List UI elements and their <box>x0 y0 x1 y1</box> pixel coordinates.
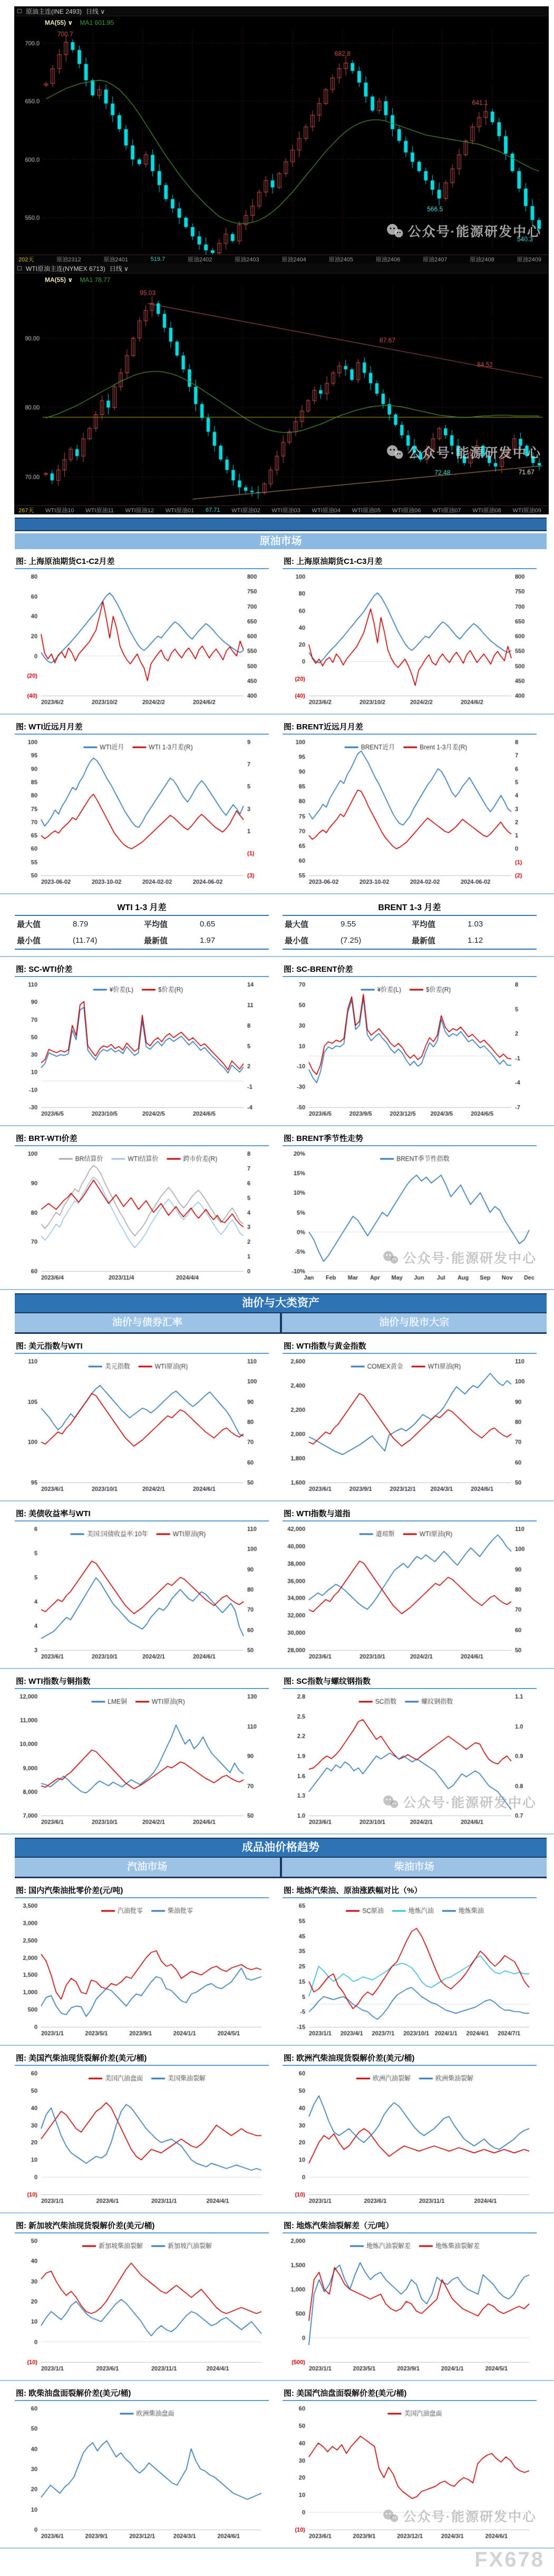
table-row <box>15 916 269 932</box>
terminal1-ma-label <box>45 19 114 26</box>
terminal1-contract-axis <box>14 255 549 264</box>
chart-row <box>0 1126 554 1290</box>
chart-row <box>0 2213 554 2381</box>
ma-value: MA1 78.77 <box>80 276 111 284</box>
chart-title: 图: 地炼汽柴油裂解差（元/吨） <box>283 2219 537 2233</box>
stat-value: 9.55 <box>341 920 356 929</box>
chart-title: 图: SC-BRENT价差 <box>283 962 537 977</box>
subsection-header: 油价与债券汇率 <box>112 1317 182 1328</box>
chart-canvas <box>15 979 269 1119</box>
chart-canvas <box>15 1356 269 1494</box>
chart-title: 图: 欧柴油盘面裂解价差(美元/桶) <box>15 2386 269 2401</box>
ma-setting-dropdown[interactable]: MA(55) ∨ <box>45 19 73 26</box>
chart-row <box>0 1334 554 1501</box>
chart-panel <box>15 1674 269 1827</box>
stats-table <box>15 901 269 950</box>
section-header: 成品油价格趋势 <box>15 1838 547 1858</box>
watermark-text: 公众号·能源研发中心 <box>403 1796 537 1810</box>
chart-title: 图: SC指数与螺纹钢指数 <box>283 1674 537 1689</box>
terminal2-titlebar <box>14 264 549 274</box>
chart-panel <box>15 554 269 707</box>
contract-axis-label: WTI原油01 <box>165 508 195 514</box>
table-row <box>15 932 269 949</box>
chart-title: 图: 欧洲汽柴油现货裂解价差(美元/桶) <box>283 2051 537 2066</box>
subsection-header-row <box>15 1313 547 1334</box>
chart-panel <box>15 1131 269 1283</box>
table-row <box>283 916 537 932</box>
subsection-header: 油价与股市大宗 <box>379 1317 450 1328</box>
chart-row <box>0 1501 554 1669</box>
chart-row <box>0 1878 554 2046</box>
contract-axis-label: WTI原油07 <box>432 508 461 514</box>
contract-axis-label: 原油2409 <box>517 257 541 263</box>
stats-table-title: BRENT 1-3 月差 <box>283 901 537 916</box>
terminal2-ma-label <box>45 276 110 284</box>
terminal1-title: 原油主连(INE 2493) <box>26 7 82 15</box>
contract-axis-label: 519.7 <box>150 256 166 262</box>
stat-label: 平均值 <box>143 920 168 929</box>
contract-axis-label: 原油2406 <box>375 257 401 263</box>
stat-label: 平均值 <box>411 920 435 929</box>
stats-table-title: WTI 1-3 月差 <box>15 901 269 916</box>
contract-axis-label: 67.71 <box>205 507 220 513</box>
watermark: 公众号·能源研发中心 <box>386 221 541 240</box>
chart-canvas <box>283 571 537 707</box>
brand-logo: FX678 <box>474 2548 545 2571</box>
section-header: 油价与大类资产 <box>15 1293 547 1313</box>
chart-panel <box>15 720 269 887</box>
stat-value: 0.65 <box>200 920 216 929</box>
watermark-text: 公众号·能源研发中心 <box>403 1251 537 1266</box>
chart-title: 图: WTI指数与道指 <box>283 1507 537 1521</box>
chart-title: 图: WTI指数与黄金指数 <box>283 1339 537 1354</box>
chart-canvas <box>283 1900 537 2038</box>
chart-title: 图: 上海原油期货C1-C2月差 <box>15 554 269 569</box>
chart-panel <box>283 2051 537 2206</box>
contract-axis-label: 原油2407 <box>423 257 448 263</box>
chart-row <box>0 2046 554 2213</box>
stat-label: 最大值 <box>17 920 41 929</box>
contract-axis-label: WTI原油09 <box>512 508 541 514</box>
stat-value: 8.79 <box>73 920 89 929</box>
contract-axis-label: 原油2405 <box>328 257 354 263</box>
stats-table-row <box>0 894 554 957</box>
chart-canvas <box>15 1900 269 2038</box>
chart-canvas <box>283 2403 537 2541</box>
chart-title: 图: 美国汽油盘面裂解价差(美元/桶) <box>283 2386 537 2401</box>
chart-canvas <box>15 1691 269 1827</box>
chart-canvas <box>283 737 537 887</box>
chart-panel <box>283 1884 537 2038</box>
contract-axis-label: WTI原油10 <box>45 508 74 514</box>
chart-canvas <box>283 2068 537 2206</box>
terminal-charts <box>14 6 549 514</box>
contract-axis-label: 原油2401 <box>103 257 128 263</box>
chart-panel <box>283 1507 537 1662</box>
chart-title: 图: WTI指数与铜指数 <box>15 1674 269 1689</box>
chart-canvas <box>15 2068 269 2206</box>
chart-canvas <box>283 2236 537 2374</box>
terminal2-contract-axis <box>14 505 549 514</box>
stat-value: 1.97 <box>198 932 269 949</box>
contract-axis-label: WTI原油06 <box>392 508 421 514</box>
contract-axis-label: 267天 <box>18 508 34 514</box>
stat-label: 最小值 <box>15 932 71 949</box>
chart-title: 图: 新加坡汽柴油现货裂解价差(美元/桶) <box>15 2219 269 2233</box>
chart-title: 图: BRENT近远月月差 <box>283 720 537 735</box>
contract-axis-label: 原油2312 <box>56 257 81 263</box>
chart-panel <box>283 1339 537 1494</box>
chart-title: 图: WTI近远月月差 <box>15 720 269 735</box>
subsection-header-row <box>15 1858 547 1878</box>
stat-value: 1.12 <box>465 932 537 949</box>
candlestick-canvas-ine <box>14 16 549 255</box>
terminal1-titlebar <box>14 6 549 16</box>
contract-axis-label: 202天 <box>18 257 34 263</box>
chart-canvas <box>283 1148 537 1283</box>
stat-label: 最大值 <box>285 920 309 929</box>
terminal2-period-dropdown[interactable]: 日线 ∨ <box>109 265 129 272</box>
chart-panel <box>283 2219 537 2374</box>
contract-axis-label: 原油2402 <box>187 257 212 263</box>
chart-canvas <box>283 979 537 1119</box>
chart-row <box>0 715 554 894</box>
stat-value: (11.74) <box>71 932 142 949</box>
stats-table <box>283 901 537 950</box>
watermark-text: 公众号·能源研发中心 <box>403 2510 537 2524</box>
chart-canvas <box>15 2403 269 2541</box>
subsection-header: 汽油市场 <box>127 1861 168 1872</box>
chart-panel <box>283 554 537 707</box>
chart-canvas <box>15 2236 269 2374</box>
chart-canvas <box>15 1148 269 1283</box>
terminal1-period-dropdown[interactable]: 日线 ∨ <box>86 7 105 15</box>
chart-canvas <box>283 1524 537 1662</box>
chart-row <box>0 2381 554 2549</box>
chart-canvas <box>283 1356 537 1494</box>
chart-canvas <box>283 1691 537 1827</box>
chart-panel <box>283 962 537 1119</box>
contract-axis-label: 原油2408 <box>470 257 494 263</box>
contract-axis-label: WTI原油03 <box>271 508 300 514</box>
contract-axis-label: WTI原油12 <box>125 508 154 514</box>
chart-panel <box>15 1884 269 2038</box>
chart-panel <box>15 962 269 1119</box>
contract-axis-label: WTI原油02 <box>231 508 260 514</box>
stat-label: 最小值 <box>283 932 338 949</box>
stat-value: (7.25) <box>338 932 410 949</box>
window-icon <box>17 266 22 270</box>
chart-panel <box>283 2386 537 2541</box>
table-row <box>283 932 537 949</box>
chart-title: 图: BRT-WTI价差 <box>15 1131 269 1146</box>
ine-crude-daily-chart <box>14 6 549 264</box>
chart-panel <box>15 1507 269 1662</box>
chart-title: 图: 上海原油期货C1-C3月差 <box>283 554 537 569</box>
stat-value: 1.03 <box>468 920 483 929</box>
stat-label: 最新值 <box>410 932 465 949</box>
report-body <box>0 518 554 2549</box>
chart-title: 图: 美元指数与WTI <box>15 1339 269 1354</box>
ma-setting-dropdown[interactable]: MA(55) ∨ <box>45 276 73 284</box>
chart-panel <box>15 2386 269 2541</box>
contract-axis-label: WTI原油11 <box>85 508 114 514</box>
contract-axis-label: WTI原油05 <box>352 508 381 514</box>
subsection-header: 柴油市场 <box>394 1861 434 1872</box>
chart-row <box>0 549 554 715</box>
chart-row <box>0 957 554 1126</box>
chart-panel <box>15 2051 269 2206</box>
candlestick-canvas-wti <box>14 274 549 505</box>
contract-axis-label: 原油2404 <box>281 257 306 263</box>
chart-title: 图: 美国汽柴油现货裂解价差(美元/桶) <box>15 2051 269 2066</box>
wti-crude-daily-chart <box>14 264 549 514</box>
chart-panel <box>283 1674 537 1827</box>
stat-label: 最新值 <box>142 932 198 949</box>
chart-canvas <box>15 737 269 887</box>
chart-canvas <box>15 1524 269 1662</box>
contract-axis-label: WTI原油08 <box>472 508 501 514</box>
chart-title: 图: BRENT季节性走势 <box>283 1131 537 1146</box>
window-icon <box>17 9 22 13</box>
chart-row <box>0 1669 554 1835</box>
contract-axis-label: WTI原油04 <box>312 508 341 514</box>
chart-title: 图: 国内汽柴油批零价差(元/吨) <box>15 1884 269 1898</box>
chart-title: 图: 地炼汽柴油、原油涨跌幅对比（%） <box>283 1884 537 1898</box>
section-band-spacer <box>15 518 547 531</box>
section-header: 原油市场 <box>15 533 547 549</box>
watermark: 公众号·能源研发中心 <box>386 443 541 462</box>
chart-title: 图: SC-WTI价差 <box>15 962 269 977</box>
contract-axis-label: 原油2403 <box>235 257 259 263</box>
chart-panel <box>15 1339 269 1494</box>
stats-values <box>283 916 537 950</box>
stats-values <box>15 916 269 950</box>
chart-panel <box>283 720 537 887</box>
ma-value: MA1 601.95 <box>80 19 114 26</box>
chart-canvas <box>15 571 269 707</box>
chart-title: 图: 美债收益率与WTI <box>15 1507 269 1521</box>
chart-panel <box>283 1131 537 1283</box>
chart-panel <box>15 2219 269 2374</box>
terminal2-title: WTI原油主连(NYMEX 6713) <box>26 265 105 272</box>
